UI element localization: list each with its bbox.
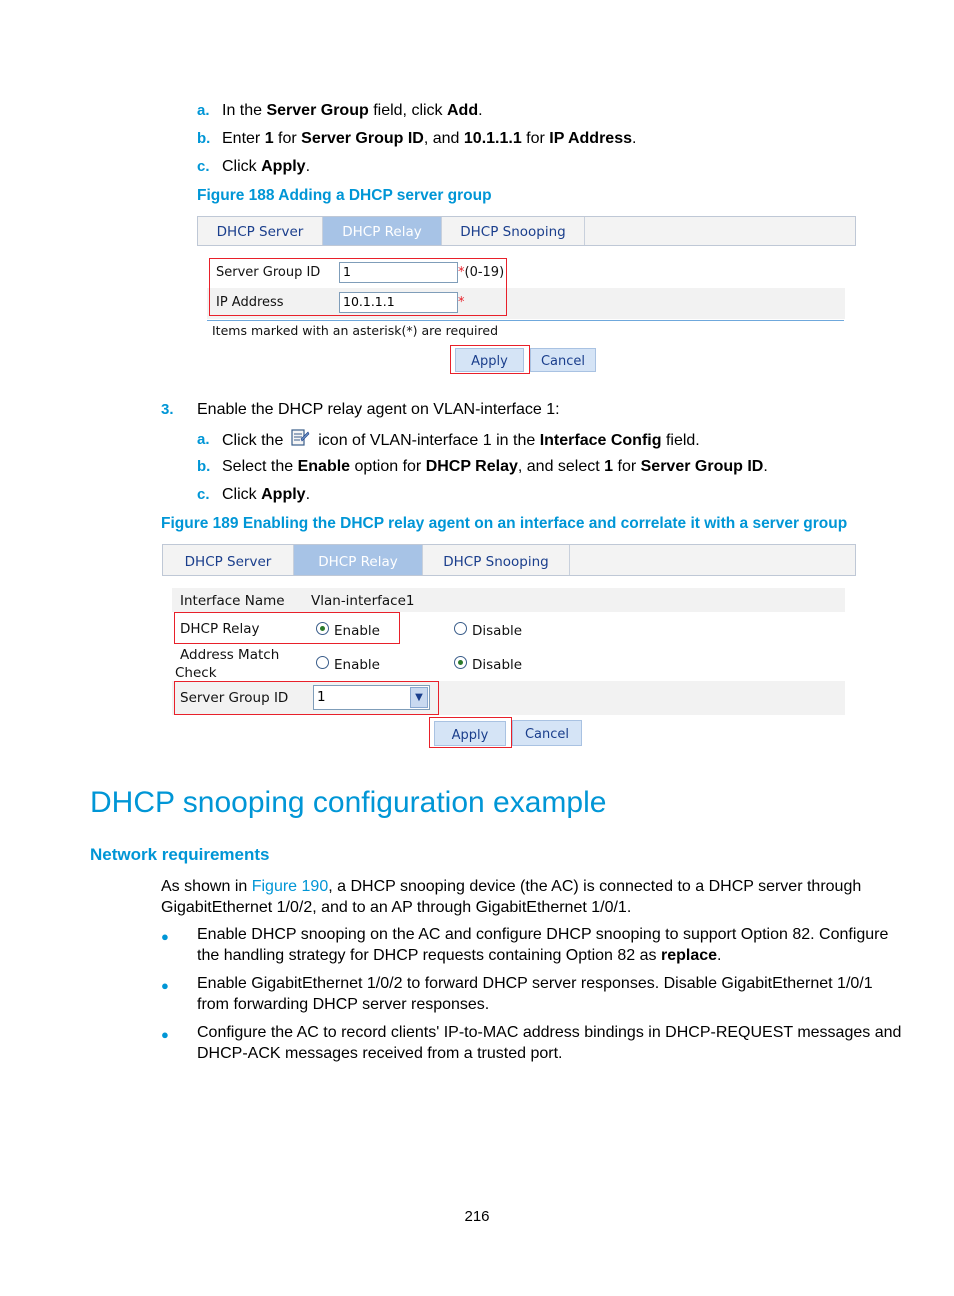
text: the handling strategy for DHCP requests containing Option 82 as [197,947,661,964]
step-letter: c. [197,486,210,503]
address-match-disable-radio[interactable] [454,656,467,669]
figure-link[interactable]: Figure 190 [251,878,329,895]
text-bold: Server Group ID [301,130,424,147]
dhcp-relay-disable-label: Disable [472,623,523,639]
ip-address-input[interactable]: 10.1.1.1 [339,292,458,313]
step-3 [161,399,861,420]
step-3c [197,484,311,505]
step-3a [197,429,700,450]
address-match-label: Address Match [180,647,280,663]
text-bold: Apply [261,158,306,175]
list-item [161,973,873,1022]
text: Enter [222,130,265,147]
tab-bar [197,216,856,246]
figure-188 [197,215,857,380]
ip-address-label: IP Address [216,295,284,310]
text: . [305,486,311,503]
dhcp-relay-disable-radio[interactable] [454,622,467,635]
section-title: DHCP snooping configuration example [90,786,607,819]
text-bold: Add [447,102,479,119]
text-bold: Interface Config [539,432,662,449]
text: , and [423,130,464,147]
ip-address-asterisk: * [458,295,465,310]
figure-189 [162,543,858,753]
text: icon of VLAN-interface 1 in the [313,432,540,449]
address-match-disable-label: Disable [472,657,523,673]
text: GigabitEthernet 1/0/2, and to an AP through GigabitEthernet 1/0/1. [161,899,632,916]
cancel-button[interactable]: Cancel [530,348,596,372]
interface-config-icon [290,429,310,447]
highlight-box [450,345,530,374]
server-group-id-label: Server Group ID [180,690,289,706]
apply-button[interactable]: Apply [434,721,506,746]
text: Enable GigabitEthernet 1/0/2 to forward DHCP server responses. Disable GigabitEthernet 1/0/1 [197,975,873,992]
text: . [478,102,483,119]
text: , a DHCP snooping device (the AC) is connected to a DHCP server through [328,878,862,895]
bullet-icon: ● [161,978,169,993]
interface-name-value: Vlan-interface1 [311,593,415,609]
text: Enable DHCP snooping on the AC and configure DHCP snooping to support Option 82. Configure [197,926,889,943]
text: Click [222,158,262,175]
text-bold: Server Group ID [640,458,764,475]
text: field, click [368,102,447,119]
text-bold: Server Group [266,102,369,119]
text: for [273,130,302,147]
text-bold: 10.1.1.1 [463,130,522,147]
text: from forwarding DHCP server responses. [197,996,490,1013]
text: In the [222,102,267,119]
address-match-label-2: Check [175,665,217,681]
cancel-button[interactable]: Cancel [512,720,582,746]
step-letter: c. [197,158,210,175]
figure-188-caption: Figure 188 Adding a DHCP server group [197,187,492,204]
tab-dhcp-server[interactable]: DHCP Server [163,545,294,575]
text: . [763,458,768,475]
chevron-down-icon[interactable]: ▼ [410,687,428,708]
text: field. [661,432,700,449]
step-letter: b. [197,458,211,475]
text-bold: IP Address [549,130,632,147]
interface-name-label: Interface Name [180,593,285,609]
tab-dhcp-relay[interactable]: DHCP Relay [323,217,442,245]
dhcp-relay-label: DHCP Relay [180,621,260,637]
step-letter: a. [197,102,210,119]
step-b-top [197,128,637,149]
step-letter: a. [197,431,210,448]
tab-dhcp-relay[interactable]: DHCP Relay [294,545,423,575]
step-number: 3. [161,401,174,418]
text: , and select [517,458,605,475]
text-bold: DHCP Relay [425,458,518,475]
text: Click the [222,432,288,449]
tab-dhcp-snooping[interactable]: DHCP Snooping [442,217,585,245]
tab-dhcp-snooping[interactable]: DHCP Snooping [423,545,570,575]
step-a-top [197,100,483,121]
bullet-icon: ● [161,1027,169,1042]
divider [207,320,844,321]
asterisk: * [458,265,465,280]
figure-189-caption: Figure 189 Enabling the DHCP relay agent on an interface and correlate it with a server group [161,515,848,532]
text: . [717,947,722,964]
intro-paragraph [161,876,863,918]
text: Select the [222,458,298,475]
apply-button[interactable]: Apply [455,348,524,372]
text-bold: 1 [604,458,614,475]
dhcp-relay-enable-label: Enable [334,623,380,639]
text: Click [222,486,262,503]
range-hint: (0-19) [464,265,505,280]
bullet-icon: ● [161,929,169,944]
text: option for [350,458,426,475]
highlight-box [174,681,439,715]
subsection-title: Network requirements [90,845,270,864]
text: . [305,158,311,175]
text-bold: Enable [297,458,351,475]
highlight-box [429,717,512,748]
required-note: Items marked with an asterisk(*) are required [212,323,499,338]
address-match-enable-label: Enable [334,657,380,673]
bullet-list [161,924,902,1071]
text-bold: 1 [264,130,274,147]
step-letter: b. [197,130,211,147]
address-match-enable-radio[interactable] [316,656,329,669]
text: for [521,130,550,147]
text: As shown in [161,878,252,895]
step-3-text: Enable the DHCP relay agent on VLAN-interface 1: [197,401,560,418]
server-group-id-input[interactable]: 1 [339,262,458,283]
text: . [631,130,637,147]
text-bold: Apply [261,486,306,503]
highlight-box [209,258,507,316]
text-bold: replace [660,947,718,964]
server-group-id-label: Server Group ID [216,265,321,280]
highlight-box [174,612,400,644]
text: Configure the AC to record clients' IP-to-MAC address bindings in DHCP-REQUEST messages and [197,1024,902,1041]
tab-dhcp-server[interactable]: DHCP Server [198,217,323,245]
step-3b [197,456,768,477]
list-item [161,1022,902,1071]
text: DHCP-ACK messages received from a trusted port. [197,1045,563,1062]
selected-value: 1 [317,689,326,705]
page-number: 216 [464,1208,490,1225]
text: for [613,458,641,475]
step-c-top [197,156,311,177]
list-item [161,924,889,973]
tab-bar [162,544,856,576]
